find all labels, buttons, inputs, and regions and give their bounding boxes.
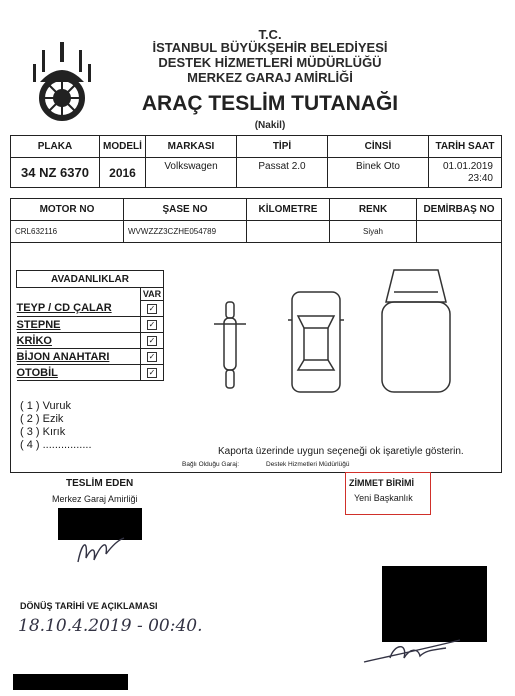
motor-value: CRL632116 <box>11 221 124 243</box>
equip-check-bijon[interactable]: ✓ <box>148 352 156 361</box>
signature-custody <box>360 636 470 670</box>
redacted-stamp <box>382 566 487 642</box>
damage-ezik: ( 2 ) Ezik <box>20 413 64 425</box>
garage-value: Destek Hizmetleri Müdürlüğü <box>266 461 350 468</box>
motorcycle-diagram <box>210 300 250 392</box>
col-sase: ŞASE NO <box>124 199 247 221</box>
equip-label-bijon: BİJON ANAHTARI <box>17 349 141 365</box>
col-demirbas: DEMİRBAŞ NO <box>417 199 502 221</box>
demirbas-value <box>417 221 502 243</box>
marka-value: Volkswagen <box>146 158 237 188</box>
header-directorate: DESTEK HİZMETLERİ MÜDÜRLÜĞÜ <box>158 55 382 70</box>
var-label: VAR <box>141 288 164 301</box>
km-value <box>247 221 330 243</box>
vehicle-info-table <box>10 135 502 188</box>
renk-value: Siyah <box>330 221 417 243</box>
equip-check-otobil[interactable]: ✓ <box>148 368 156 377</box>
handover-title: TESLİM EDEN <box>66 478 134 489</box>
col-tip: TİPİ <box>237 136 328 158</box>
model-value: 2016 <box>100 158 146 188</box>
header-garage: MERKEZ GARAJ AMİRLİĞİ <box>187 70 353 85</box>
col-model: MODELİ <box>100 136 146 158</box>
tarih-value: 01.01.2019 <box>442 160 493 172</box>
tarih-saat-cell <box>429 158 502 188</box>
col-tarih: TARİH SAAT <box>429 136 502 158</box>
equip-check-teyp[interactable]: ✓ <box>148 304 156 313</box>
equipment-title: AVADANLIKLAR <box>17 271 164 288</box>
sase-value: WVWZZZ3CZHE054789 <box>124 221 247 243</box>
van-rear-diagram <box>380 268 452 394</box>
garage-label: Bağlı Olduğu Garaj: <box>182 461 240 468</box>
col-plaka: PLAKA <box>11 136 100 158</box>
header-tc: T.C. <box>258 27 282 42</box>
col-marka: MARKASI <box>146 136 237 158</box>
saat-value: 23:40 <box>467 172 493 184</box>
frame-right <box>501 243 502 473</box>
col-cins: CİNSİ <box>328 136 429 158</box>
col-renk: RENK <box>330 199 417 221</box>
redacted-footer <box>13 674 128 690</box>
equip-label-teyp: TEYP / CD ÇALAR <box>17 301 141 317</box>
damage-legend <box>20 400 92 452</box>
signature-handover <box>72 532 130 568</box>
ibb-logo <box>30 40 94 122</box>
document-title: ARAÇ TESLİM TUTANAĞI <box>141 92 399 115</box>
equip-label-stepne: STEPNE <box>17 317 141 333</box>
cins-value: Binek Oto <box>328 158 429 188</box>
damage-instruction: Kaporta üzerinde uygun seçeneği ok işaretiyle gösterin. <box>218 446 464 457</box>
tip-value: Passat 2.0 <box>237 158 328 188</box>
return-handwritten: 18.10.4.2019 - 00:40. <box>18 616 203 636</box>
return-label: DÖNÜŞ TARİHİ VE AÇIKLAMASI <box>20 601 158 611</box>
frame-left <box>10 243 11 473</box>
damage-other: ( 4 ) ................ <box>20 439 92 451</box>
col-km: KİLOMETRE <box>247 199 330 221</box>
custody-title: ZİMMET BİRİMİ <box>349 478 414 488</box>
handover-value: Merkez Garaj Amirliği <box>52 494 138 504</box>
equipment-table <box>16 270 164 381</box>
damage-kirik: ( 3 ) Kırık <box>20 426 66 438</box>
header-municipality: İSTANBUL BÜYÜKŞEHİR BELEDİYESİ <box>152 40 388 55</box>
equip-check-stepne[interactable]: ✓ <box>148 320 156 329</box>
custody-value: Yeni Başkanlık <box>354 493 413 503</box>
document-subtitle: (Nakil) <box>254 120 286 131</box>
equip-check-kriko[interactable]: ✓ <box>148 336 156 345</box>
engine-info-table <box>10 198 502 243</box>
equip-label-otobil: OTOBİL <box>17 365 141 381</box>
col-motor: MOTOR NO <box>11 199 124 221</box>
plaka-value: 34 NZ 6370 <box>11 158 100 188</box>
equip-label-kriko: KRİKO <box>17 333 141 349</box>
car-topview-diagram <box>286 290 346 394</box>
damage-vuruk: ( 1 ) Vuruk <box>20 400 71 412</box>
